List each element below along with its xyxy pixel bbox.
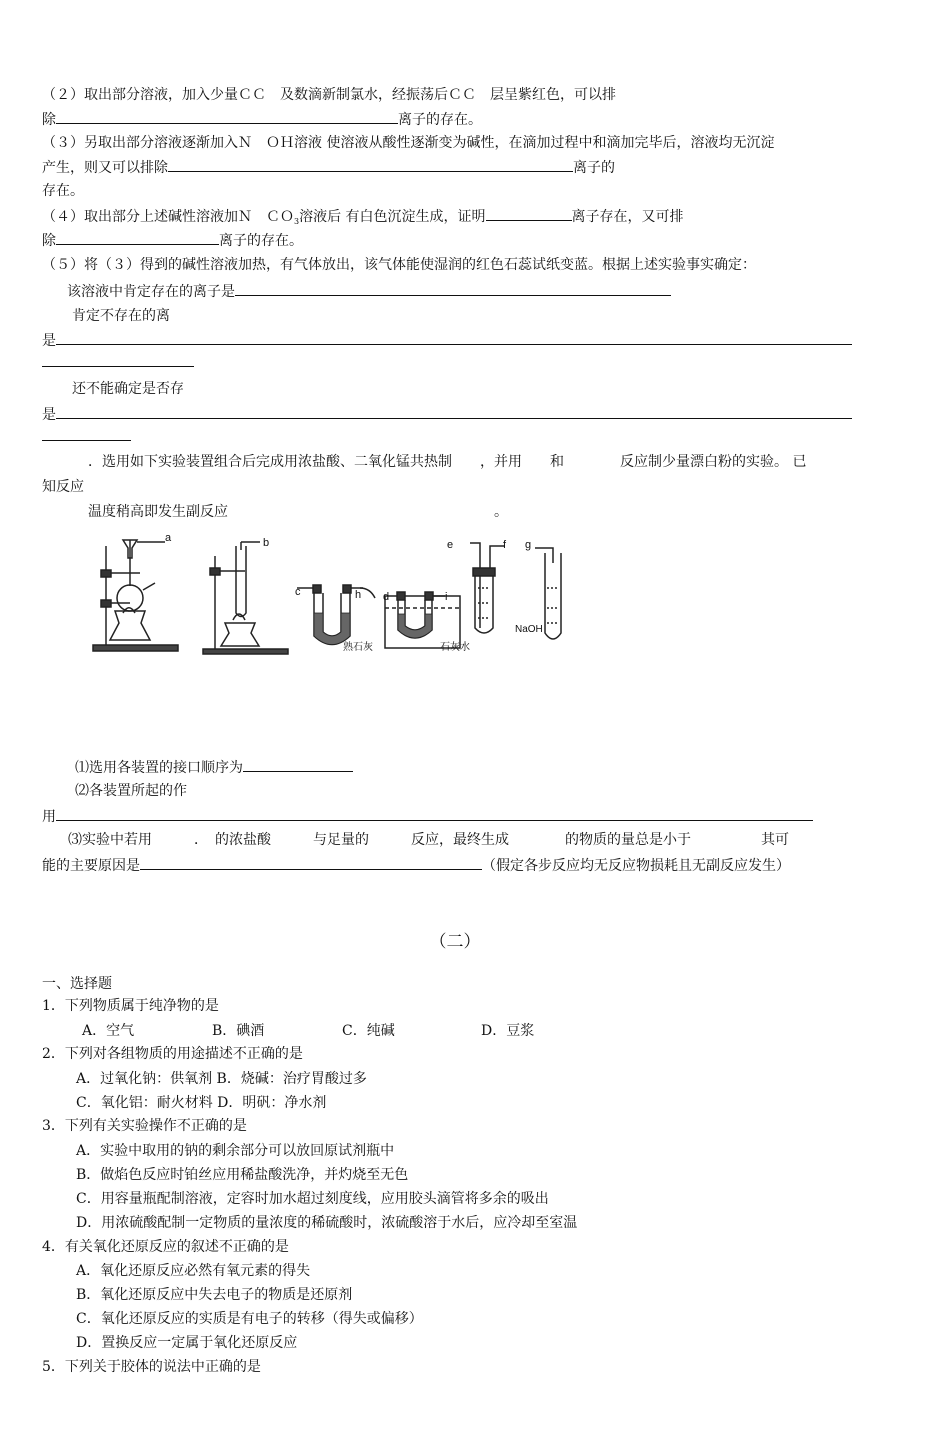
q1-option-c[interactable]: C．纯碱: [342, 1023, 395, 1039]
q4-line1: （４）取出部分上述碱性溶液加Ｎ ＣＯ$_3$溶液后 有白色沉淀生成，证明 离子存在，又可排: [42, 206, 684, 232]
answer-blank[interactable]: [56, 330, 852, 345]
label-g: g: [525, 539, 532, 551]
q5-present: 该溶液中肯定存在的离子是: [67, 281, 671, 302]
sub1-line: ⑴选用各装置的接口顺序为: [75, 757, 353, 778]
question-4: 4．有关氧化还原反应的叙述不正确的是: [42, 1239, 289, 1255]
u-tube-beaker-apparatus: [385, 592, 460, 648]
sub2-label: ⑵各装置所起的作: [75, 783, 187, 799]
q4-line2: 除 离子的存在。: [42, 230, 303, 251]
label-d: d: [383, 591, 390, 603]
flask-stand-apparatus: [93, 540, 178, 651]
q3-option-d[interactable]: D．用浓硫酸配制一定物质的量浓度的稀硫酸时，浓硫酸溶于水后，应冷却至室温: [76, 1215, 578, 1231]
experiment-intro-line3: 温度稍高即发生副反应 。: [88, 504, 508, 520]
question-2: 2．下列对各组物质的用途描述不正确的是: [42, 1046, 303, 1062]
answer-blank[interactable]: [42, 352, 194, 367]
q5-absent-label: 肯定不存在的离: [72, 308, 170, 324]
label-naoh: NaOH: [515, 624, 543, 635]
label-e: e: [447, 539, 454, 551]
answer-blank[interactable]: [486, 206, 572, 221]
answer-blank[interactable]: [235, 281, 671, 296]
label-c: c: [295, 586, 301, 598]
q3-option-b[interactable]: B．做焰色反应时铂丝应用稀盐酸洗净，并灼烧至无色: [76, 1167, 409, 1183]
label-b: b: [263, 537, 270, 549]
q3-line1: （３）另取出部分溶液逐渐加入Ｎ ＯＨ溶液 使溶液从酸性逐渐变为碱性，在滴加过程中和滴加完毕后，溶液均无沉淀: [42, 135, 775, 151]
u-tube-apparatus: [297, 585, 375, 645]
label-h: h: [355, 589, 362, 601]
answer-blank[interactable]: [56, 404, 852, 419]
q5-uncertain-line: 是: [42, 404, 852, 425]
q5-uncertain-label: 还不能确定是否存: [72, 381, 184, 397]
sub3-line2: 能的主要原因是 （假定各步反应均无反应物损耗且无副反应发生）: [42, 855, 790, 876]
question-1: 1．下列物质属于纯净物的是: [42, 998, 219, 1014]
sub3-line1: ⑶实验中若用 ． 的浓盐酸 与足量的 反应，最终生成 的物质的量总是小于 其可: [68, 832, 789, 848]
gas-washing-tube-apparatus: [470, 543, 505, 633]
q4-option-d[interactable]: D．置换反应一定属于氧化还原反应: [76, 1335, 298, 1351]
answer-blank[interactable]: [140, 855, 482, 870]
answer-blank[interactable]: [56, 806, 813, 821]
q2-line2: 除 离子的存在。: [42, 109, 482, 130]
q4-option-b[interactable]: B．氧化还原反应中失去电子的物质是还原剂: [76, 1287, 353, 1303]
q4-option-a[interactable]: A．氧化还原反应必然有氧元素的得失: [76, 1263, 311, 1279]
q1-option-a[interactable]: A．空气: [82, 1023, 135, 1039]
experiment-intro-line2: 知反应: [42, 479, 84, 495]
question-5: 5．下列关于胶体的说法中正确的是: [42, 1359, 261, 1375]
q5-absent-line: 是: [42, 330, 852, 351]
question-3: 3．下列有关实验操作不正确的是: [42, 1118, 247, 1134]
sub2-line: 用: [42, 806, 813, 827]
section-heading: 一、选择题: [42, 976, 112, 992]
test-tube-stand-apparatus: [203, 542, 288, 654]
q4-option-c[interactable]: C．氧化还原反应的实质是有电子的转移（得失或偏移）: [76, 1311, 423, 1327]
label-a: a: [165, 532, 172, 544]
apparatus-diagram: [85, 528, 585, 658]
q1-option-d[interactable]: D．豆浆: [481, 1023, 535, 1039]
answer-blank[interactable]: [56, 109, 398, 124]
experiment-intro-line1: ．选用如下实验装置组合后完成用浓盐酸、二氧化锰共热制 ，并用 和 反应制少量漂白粉的实验。 已: [88, 454, 807, 470]
q3-line3: 存在。: [42, 183, 84, 199]
q2-line1: （２）取出部分溶液，加入少量ＣＣ 及数滴新制氯水，经振荡后ＣＣ 层呈紫红色，可以排: [42, 87, 616, 103]
q3-option-c[interactable]: C．用容量瓶配制溶液，定容时加水超过刻度线，应用胶头滴管将多余的吸出: [76, 1191, 549, 1207]
q2-options-ab[interactable]: A．过氧化钠：供氧剂 B．烧碱：治疗胃酸过多: [76, 1071, 367, 1087]
label-i: i: [445, 591, 448, 603]
q3-option-a[interactable]: A．实验中取用的钠的剩余部分可以放回原试剂瓶中: [76, 1143, 395, 1159]
q5-line1: （５）将（３）得到的碱性溶液加热，有气体放出，该气体能使湿润的红色石蕊试纸变蓝。根据上述实验事实确定：: [42, 257, 756, 273]
q2-options-cd[interactable]: C．氧化铝：耐火材料 D．明矾：净水剂: [76, 1095, 327, 1111]
section-title: （二）: [429, 932, 481, 952]
answer-blank[interactable]: [168, 157, 573, 172]
label-lime: 熟石灰: [343, 642, 373, 653]
q3-line2: 产生，则又可以排除 离子的: [42, 157, 615, 178]
answer-blank[interactable]: [42, 426, 131, 441]
answer-blank[interactable]: [243, 757, 353, 772]
label-limewater: 石灰水: [440, 642, 470, 653]
answer-blank[interactable]: [56, 230, 219, 245]
label-f: f: [503, 539, 507, 551]
q1-option-b[interactable]: B．碘酒: [212, 1023, 265, 1039]
